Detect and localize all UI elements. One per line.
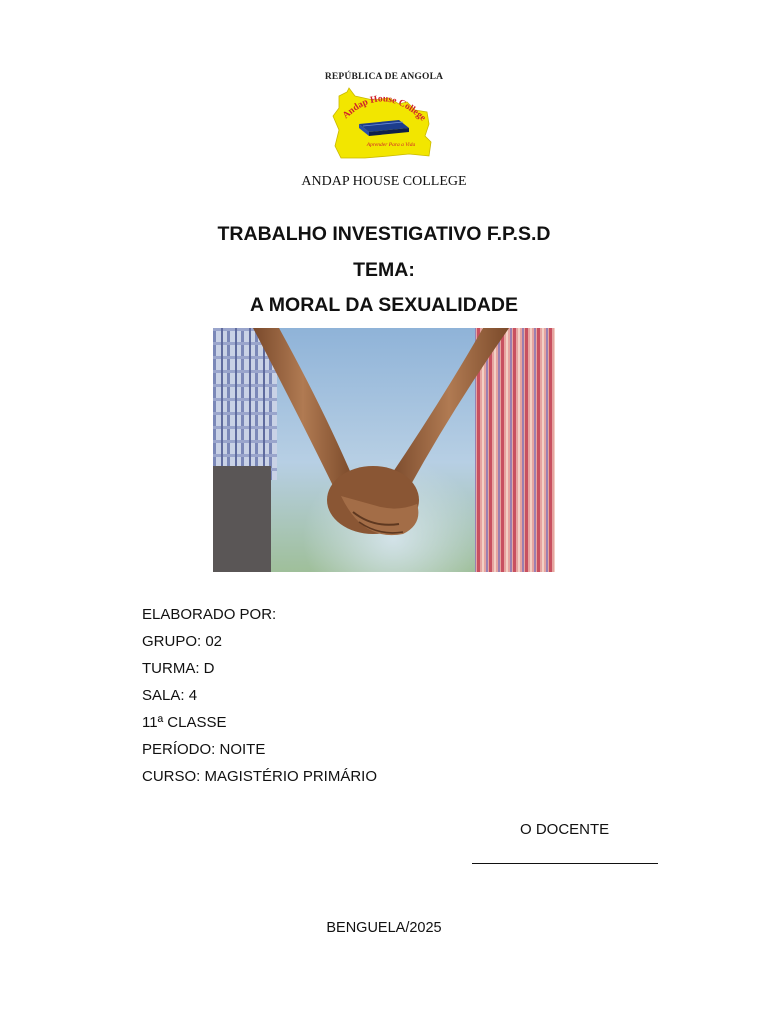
info-grupo: GRUPO: 02 xyxy=(142,633,223,650)
signature-line xyxy=(472,863,658,864)
info-elaborado: ELABORADO POR: xyxy=(142,606,277,623)
college-logo xyxy=(329,84,439,162)
info-turma: TURMA: D xyxy=(142,660,215,677)
info-sala: SALA: 4 xyxy=(142,687,198,704)
republic-heading: REPÚBLICA DE ANGOLA xyxy=(324,72,444,82)
title-line-2: TEMA: xyxy=(353,259,415,281)
author-info xyxy=(142,606,377,795)
docente-label: O DOCENTE xyxy=(520,821,610,838)
logo-arc-text: Andap House College xyxy=(341,94,428,124)
info-classe: 11ª CLASSE xyxy=(142,714,227,731)
holding-hands-photo xyxy=(213,328,555,572)
logo-motto: Aprender Para a Vida xyxy=(366,142,416,148)
info-curso: CURSO: MAGISTÉRIO PRIMÁRIO xyxy=(142,768,378,785)
college-name: ANDAP HOUSE COLLEGE xyxy=(301,174,467,189)
info-periodo: PERÍODO: NOITE xyxy=(142,741,266,758)
title-line-3: A MORAL DA SEXUALIDADE xyxy=(250,294,518,316)
title-line-1: TRABALHO INVESTIGATIVO F.P.S.D xyxy=(217,223,551,245)
place-year: BENGUELA/2025 xyxy=(326,920,442,936)
